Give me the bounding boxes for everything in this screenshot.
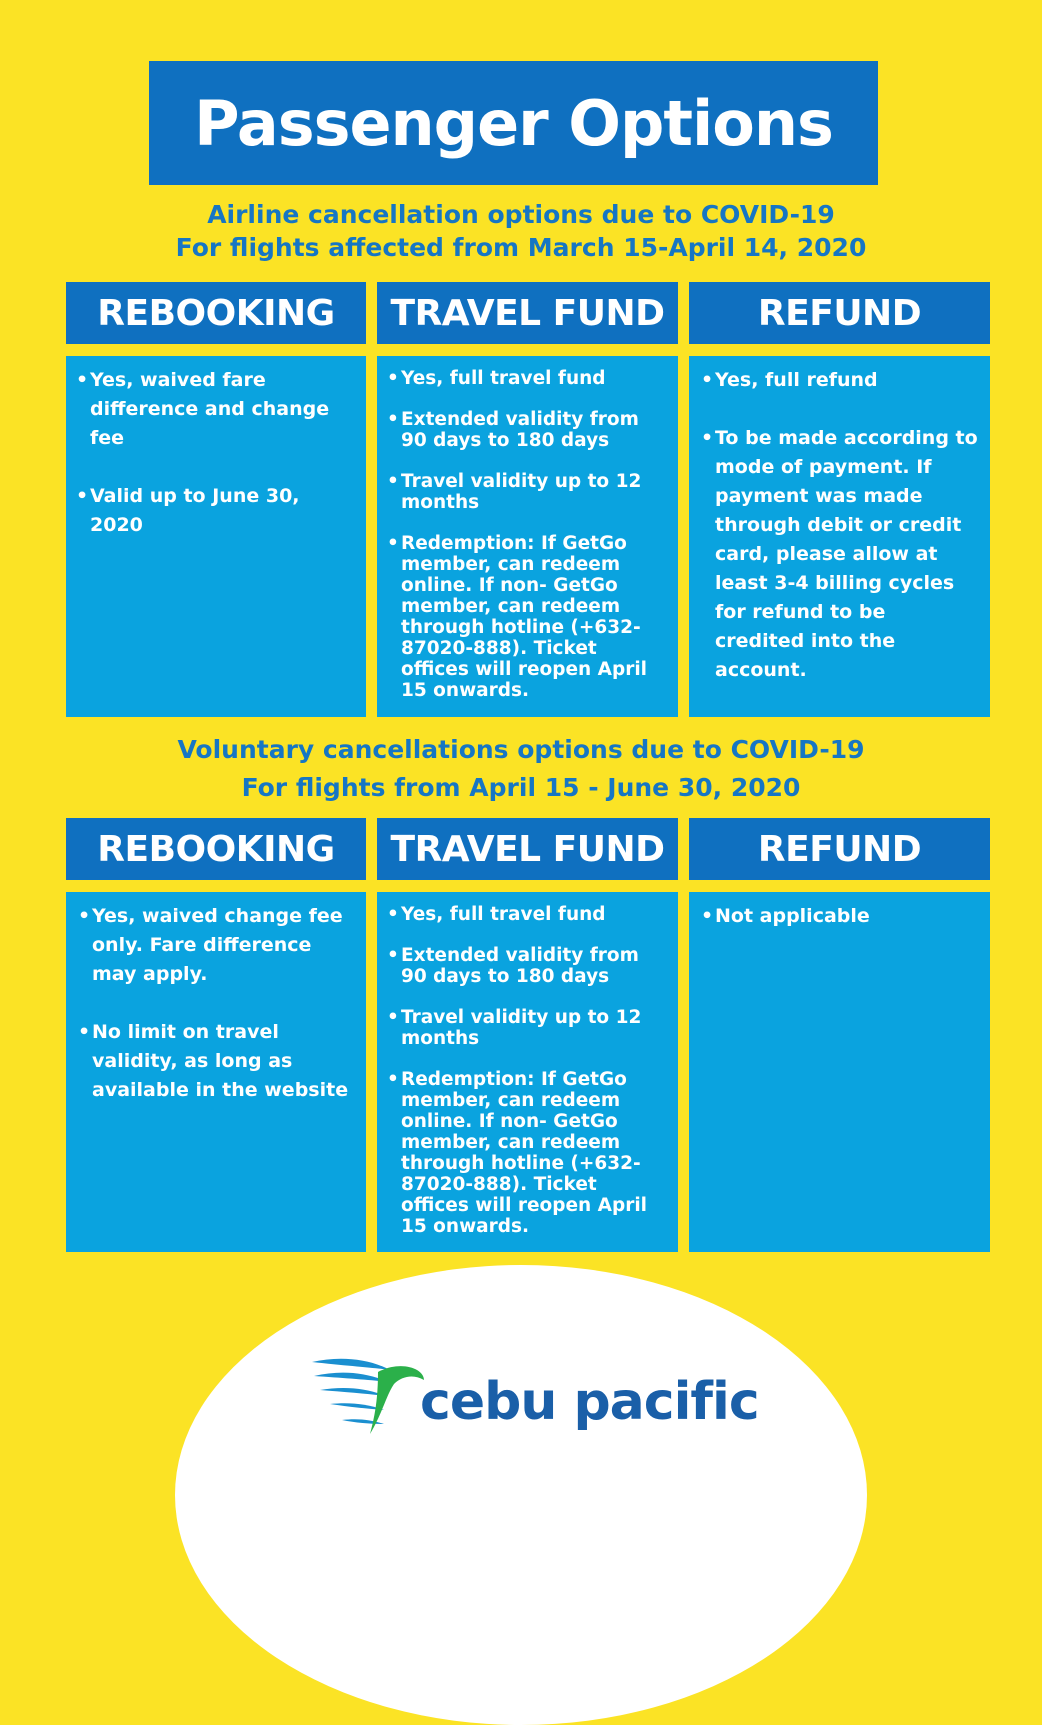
logo-background (175, 1265, 867, 1725)
list-item (387, 945, 666, 987)
bullet: • (387, 368, 399, 389)
list-item (701, 366, 978, 395)
bullet: • (701, 427, 714, 449)
section1-rebooking-cell (66, 356, 366, 717)
list-item (387, 368, 666, 389)
list-item-text: Extended validity from 90 days to 180 days (401, 409, 639, 451)
section2-header-refund: REFUND (689, 818, 990, 880)
list-item (387, 904, 666, 925)
section2-refund-cell (689, 892, 990, 1252)
list-item-text: Redemption: If GetGo member, can redeem online. If non- GetGo member, can redeem through hotline (+632-87020-888). Ticket offices will reopen April 15 onwards. (401, 1069, 648, 1237)
list-item (78, 902, 354, 989)
list-item-text: Extended validity from 90 days to 180 days (401, 945, 639, 987)
list-item (387, 533, 666, 701)
bullet: • (76, 485, 89, 507)
section1-refund-cell (689, 356, 990, 717)
list-item-text: Not applicable (715, 905, 870, 927)
list-item-text: Yes, full travel fund (401, 904, 606, 925)
bullet: • (387, 904, 399, 925)
section1-header-travel-fund: TRAVEL FUND (377, 282, 678, 344)
list-item (387, 1069, 666, 1237)
section1-travel-fund-cell (377, 356, 678, 717)
list-item (387, 409, 666, 451)
list-item-text: Yes, waived change fee only. Fare difference may apply. (92, 905, 343, 985)
list-item (701, 902, 978, 931)
list-item-text: To be made according to mode of payment. If payment was made through debit or credit card, please allow at least 3-4 billing cycles for refund to be credited into the account. (715, 427, 978, 681)
section1-header-rebooking: REBOOKING (66, 282, 366, 344)
section2-rebooking-cell (66, 892, 366, 1252)
bullet: • (387, 471, 399, 492)
bullet: • (387, 409, 399, 430)
list-item-text: No limit on travel validity, as long as available in the website (92, 1021, 349, 1101)
list-item-text: Valid up to June 30, 2020 (90, 485, 300, 536)
bullet: • (387, 945, 399, 966)
logo-text: cebu pacific (420, 1372, 759, 1432)
bullet: • (78, 1021, 91, 1043)
section1-subtitle-line2: For flights affected from March 15-April 14, 2020 (175, 233, 867, 262)
section2-refund-list (701, 902, 978, 931)
list-item (387, 471, 666, 513)
list-item-text: Redemption: If GetGo member, can redeem online. If non- GetGo member, can redeem through hotline (+632-87020-888). Ticket offices will reopen April 15 onwards. (401, 533, 648, 701)
bullet: • (387, 533, 399, 554)
section1-rebooking-list (76, 366, 354, 540)
bullet: • (76, 369, 89, 391)
section2-subtitle-line1: Voluntary cancellations options due to COVID-19 (177, 735, 865, 764)
list-item-text: Yes, full travel fund (401, 368, 606, 389)
section1-header-refund: REFUND (689, 282, 990, 344)
section1-travel-fund-list (387, 368, 666, 701)
section2-subtitle-line2: For flights from April 15 - June 30, 2020 (241, 773, 801, 802)
list-item (76, 482, 354, 540)
section2-rebooking-list (78, 902, 354, 1105)
section2-header-travel-fund: TRAVEL FUND (377, 818, 678, 880)
bullet: • (78, 905, 91, 927)
list-item (78, 1018, 354, 1105)
list-item (387, 1007, 666, 1049)
cebu-pacific-bird-logo-icon (308, 1354, 428, 1436)
list-item-text: Yes, waived fare difference and change fee (90, 369, 330, 449)
list-item-text: Travel validity up to 12 months (401, 1007, 642, 1049)
list-item-text: Travel validity up to 12 months (401, 471, 642, 513)
section1-refund-list (701, 366, 978, 685)
page-title: Passenger Options (149, 61, 878, 185)
list-item (701, 424, 978, 685)
bullet: • (701, 905, 714, 927)
section2-header-rebooking: REBOOKING (66, 818, 366, 880)
list-item (76, 366, 354, 453)
section1-subtitle-line1: Airline cancellation options due to COVID-19 (207, 200, 835, 229)
section2-travel-fund-list (387, 904, 666, 1237)
bullet: • (387, 1007, 399, 1028)
list-item-text: Yes, full refund (715, 369, 878, 391)
bullet: • (387, 1069, 399, 1090)
section2-travel-fund-cell (377, 892, 678, 1252)
bullet: • (701, 369, 714, 391)
